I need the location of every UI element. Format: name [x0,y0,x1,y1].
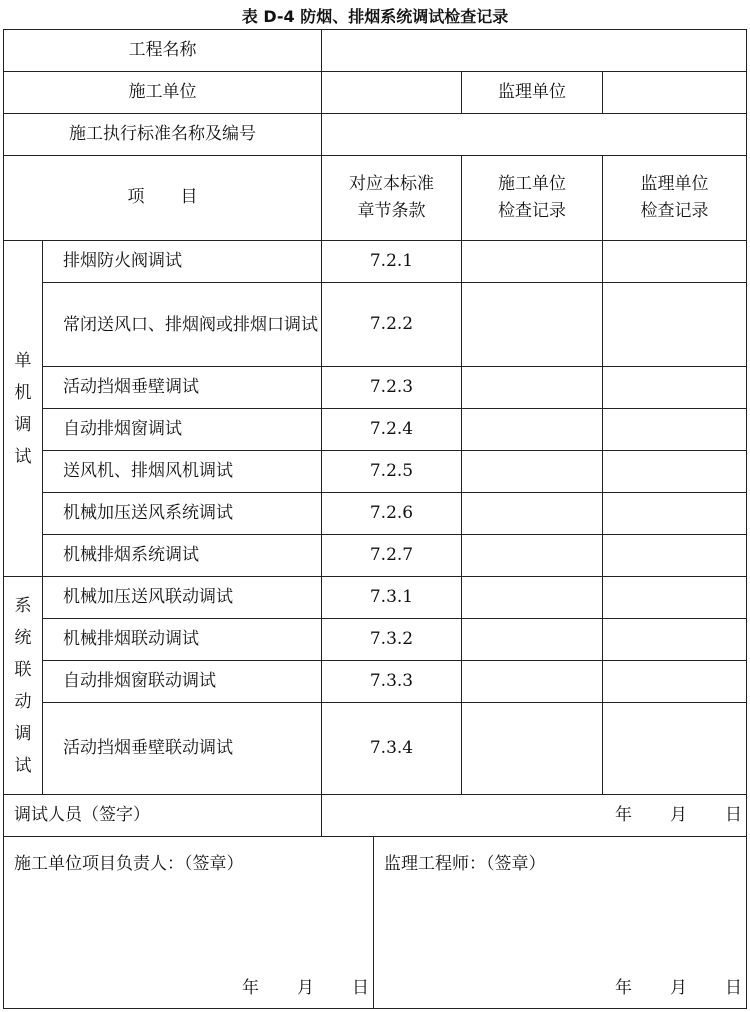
item-header-char1: 项 [127,187,145,208]
construction-unit-value[interactable] [322,72,462,114]
table-row [4,451,747,493]
supervision-check-cell[interactable] [603,283,747,367]
construction-check-cell[interactable] [462,619,603,661]
signature-row [4,837,747,1009]
tester-date[interactable] [322,795,747,837]
group-char: 机 [14,382,32,403]
date-month: 月 [670,804,687,825]
clause-number: 7.2.3 [322,367,462,409]
construction-check-cell[interactable] [462,409,603,451]
form-title: 表 D-4 防烟、排烟系统调试检查记录 [241,7,509,26]
table-row [4,703,747,795]
project-name-row [4,30,747,72]
supervision-check-cell[interactable] [603,703,747,795]
date-day: 日 [725,804,742,825]
construction-check-cell[interactable] [462,283,603,367]
clause-number: 7.2.5 [322,451,462,493]
item-name: 自动排烟窗联动调试 [43,661,322,703]
table-row [4,493,747,535]
group-char: 试 [14,755,32,776]
inspection-record-table [3,29,747,1009]
supervision-check-cell[interactable] [603,493,747,535]
standard-label: 施工执行标准名称及编号 [4,114,322,156]
supervision-check-header [603,156,747,241]
clause-number: 7.2.6 [322,493,462,535]
clause-number: 7.2.1 [322,241,462,283]
construction-check-cell[interactable] [462,241,603,283]
group-char: 调 [14,723,32,744]
supervision-check-cell[interactable] [603,535,747,577]
units-row [4,72,747,114]
construction-check-cell[interactable] [462,661,603,703]
group-char: 动 [14,691,32,712]
group-char: 试 [14,446,32,467]
date-day: 日 [725,977,742,998]
table-row [4,283,747,367]
supervision-check-cell[interactable] [603,619,747,661]
group-char: 系 [14,595,32,616]
construction-unit-label: 施工单位 [4,72,322,114]
clause-number: 7.2.2 [322,283,462,367]
item-header-char2: 目 [180,187,198,208]
table-row [4,577,747,619]
table-row [4,367,747,409]
clause-number: 7.3.1 [322,577,462,619]
item-name: 自动排烟窗调试 [43,409,322,451]
group-label-single-machine [4,241,43,577]
construction-check-header-line2: 检查记录 [498,201,566,221]
item-name: 机械排烟系统调试 [43,535,322,577]
table-row [4,241,747,283]
construction-check-cell[interactable] [462,577,603,619]
supervision-unit-label: 监理单位 [462,72,603,114]
clause-number: 7.2.7 [322,535,462,577]
date-month: 月 [297,977,314,998]
supervision-engineer-signature[interactable] [374,837,747,1009]
tester-row [4,795,747,837]
date-day: 日 [352,977,369,998]
item-name: 活动挡烟垂壁联动调试 [43,703,322,795]
item-name: 机械加压送风联动调试 [43,577,322,619]
clause-number: 7.2.4 [322,409,462,451]
construction-check-cell[interactable] [462,703,603,795]
group-char: 调 [14,414,32,435]
construction-manager-signature[interactable] [4,837,374,1009]
group-char: 联 [14,659,32,680]
table-row [4,409,747,451]
construction-manager-date [242,975,369,1002]
construction-check-cell[interactable] [462,535,603,577]
supervision-engineer-date [615,975,742,1002]
column-header-row [4,156,747,241]
table-row [4,661,747,703]
supervision-check-cell[interactable] [603,367,747,409]
group-char: 统 [14,627,32,648]
clause-number: 7.3.2 [322,619,462,661]
clause-number: 7.3.3 [322,661,462,703]
supervision-check-header-line2: 检查记录 [640,201,709,221]
construction-check-cell[interactable] [462,493,603,535]
supervision-check-cell[interactable] [603,409,747,451]
tester-label: 调试人员（签字） [4,795,322,837]
clause-header-line1: 对应本标准 [349,173,434,194]
clause-header [322,156,462,241]
supervision-check-cell[interactable] [603,577,747,619]
standard-row [4,114,747,156]
date-month: 月 [670,977,687,998]
supervision-check-cell[interactable] [603,661,747,703]
construction-manager-label: 施工单位项目负责人：（签章） [14,854,244,874]
item-name: 机械加压送风系统调试 [43,493,322,535]
clause-number: 7.3.4 [322,703,462,795]
supervision-check-header-line1: 监理单位 [640,173,709,194]
item-name: 活动挡烟垂壁调试 [43,367,322,409]
project-name-label: 工程名称 [4,30,322,72]
supervision-check-cell[interactable] [603,451,747,493]
supervision-check-cell[interactable] [603,241,747,283]
item-name: 常闭送风口、排烟阀或排烟口调试 [43,283,322,367]
project-name-value[interactable] [322,30,747,72]
group-label-system-linkage [4,577,43,795]
supervision-engineer-label: 监理工程师：（签章） [384,854,546,874]
date-year: 年 [242,977,259,998]
table-row [4,619,747,661]
construction-check-header-line1: 施工单位 [498,173,566,194]
item-name: 机械排烟联动调试 [43,619,322,661]
group-char: 单 [14,350,32,371]
supervision-unit-value[interactable] [603,72,747,114]
date-year: 年 [615,977,632,998]
standard-value[interactable] [322,114,747,156]
item-name: 送风机、排烟风机调试 [43,451,322,493]
construction-check-cell[interactable] [462,451,603,493]
item-header [4,156,322,241]
construction-check-cell[interactable] [462,367,603,409]
item-name: 排烟防火阀调试 [43,241,322,283]
table-row [4,535,747,577]
clause-header-line2: 章节条款 [357,201,426,221]
construction-check-header [462,156,603,241]
date-year: 年 [615,804,632,825]
